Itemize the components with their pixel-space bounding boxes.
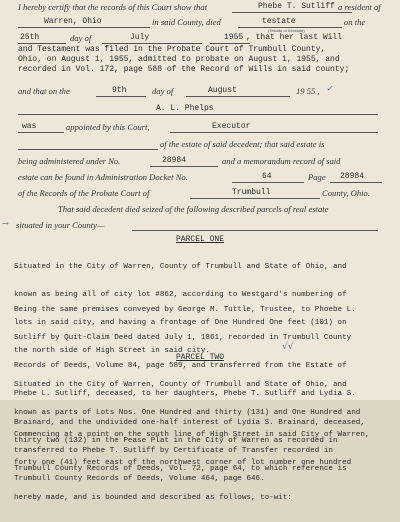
parcel-two-heading: PARCEL TWO <box>176 353 225 362</box>
parcel-one-line: Trumbull County Records of Deeds, Volume 464, page 646. <box>14 475 265 484</box>
check-mark: ✓ <box>326 84 333 93</box>
testate-note: (Testate or Intestate) <box>268 28 305 33</box>
cert-line11-prefix: being administered under No. <box>18 156 121 166</box>
parcel-two-line: known as parts of Lots Nos. One Hundred and thirty (131) and One Hundred and <box>14 409 361 418</box>
cert-line4: and Testament was filed in the Probate Court of Trumbull County, <box>18 45 326 54</box>
cert-line13-suffix: County, Ohio. <box>322 188 370 198</box>
cert-line5: Ohio, on August 1, 1955, admitted to probate on August 1, 1955, and <box>18 55 340 64</box>
parcel-two-line: thirty two (132) in the Pease Plat in the City of Warren as recorded in <box>14 437 338 446</box>
parcel-one-heading: PARCEL ONE <box>176 235 225 244</box>
parcel-one-line: lots in said city, and having a frontage of One Hundred One feet (101) on <box>14 319 347 328</box>
parcel-one-line: Situated in the City of Warren, County of Trumbull and State of Ohio, and <box>14 262 347 271</box>
fiduciary-role: Executor <box>212 122 251 131</box>
parcel-one-mark: √√ <box>282 342 294 352</box>
appoint-month: August <box>208 86 237 95</box>
administration-number: 28984 <box>162 156 187 165</box>
cert-line3-day-of: day of <box>70 33 92 43</box>
role-blank <box>170 122 378 133</box>
parcel-one-line: Brainard, and the undivided one-half interest of Lydia S. Brainard, deceased, <box>14 418 365 427</box>
parcel-one-line: Records of Deeds, Volume 84, page 589, and transferred from the Estate of <box>14 362 347 371</box>
county-name: Trumbull <box>232 188 271 197</box>
parcel-two-line: hereby made, and is bounded and described as follows, to-wit: <box>14 493 292 502</box>
cert-line2-text: in said County, died <box>152 17 221 27</box>
parcel-one-line: transferred to Phebe T. Sutliff by Certificate of Transfer recorded in <box>14 446 333 455</box>
docket-number: 64 <box>262 172 272 181</box>
parcel-one-line: the north side of High Street in said city. <box>14 347 210 356</box>
cert-line15: situated in your County— <box>16 220 105 230</box>
death-day: 25th <box>20 33 40 42</box>
cert-line1-prefix: I hereby certify that the records of this Court show that <box>18 2 208 12</box>
docket-page: 28984 <box>340 172 365 181</box>
cert-line1-suffix: a resident of <box>338 2 381 12</box>
cert-line14: That said decedent died seized of the following described parcels of real estate <box>58 204 329 214</box>
arrow-mark: → <box>2 219 9 228</box>
parcel-two-line: Trumbull County Records of Deeds, Vol. 72, page 64, to which reference is <box>14 465 347 474</box>
appoint-month-blank <box>186 86 290 97</box>
parcel-one-line: Being the same premises conveyed by George M. Tuttle, Trustee, to Phoebe L. <box>14 305 356 314</box>
parcel-two-boundary <box>14 412 390 487</box>
was-blank <box>18 122 64 133</box>
cert-line12-page-label: Page <box>308 172 326 182</box>
fiduciary-name: A. L. Phelps <box>156 104 214 113</box>
death-year: 1955 <box>224 33 244 42</box>
cert-line6: recorded in Vol. 172, page 588 of the Record of Wills in said county; <box>18 65 350 74</box>
appoint-year: 19 55 , <box>296 86 320 96</box>
residence-place: Warren, Ohio <box>44 17 102 26</box>
parcel-one-line: known as being all of city lot #862, according to Westgard's numbering of <box>14 291 347 300</box>
cert-line12-prefix: estate can be found in Administration Docket No. <box>18 172 188 182</box>
parcel-two-line: Commencing at a point on the south line of High Street in said City of Warren, <box>14 430 370 439</box>
parcel-one-line: Sutliff by Quit-Claim Deed dated July 1, 1861, recorded in Trumbull County <box>14 334 352 343</box>
parcel-two-line: forty one (41) feet east of the northwest corner of lot number one hundred <box>14 459 352 468</box>
cert-line7-prefix: and that on the <box>18 86 70 96</box>
decedent-name: Phebe T. Sutliff <box>258 2 335 11</box>
parcel-two-line: Situated in the City of Warren, County of Trumbull and State of Ohio, and <box>14 380 347 389</box>
death-month: July <box>130 33 150 42</box>
cert-line10: of the estate of said decedent; that said estate is <box>160 139 325 149</box>
cert-line13-prefix: of the Records of the Probate Court of <box>18 188 150 198</box>
line15-blank <box>132 220 378 231</box>
cert-line2-on-the: on the <box>344 17 366 27</box>
death-month-blank <box>102 33 202 44</box>
cert-line7-day-of: day of <box>152 86 174 96</box>
line10-blank <box>18 139 158 150</box>
cert-line9-appointed: appointed by this Court, <box>66 122 150 132</box>
appoint-day: 9th <box>112 86 127 95</box>
cert-line3-suffix: , that her last Will <box>246 33 343 42</box>
fiduciary-was: was <box>22 122 37 131</box>
cert-line11-suffix: and a memorandum record of said <box>222 156 341 166</box>
testate-status: testate <box>262 17 296 26</box>
parcel-one-line: Phebe L. Sutliff, deceased, to her daughters, Phebe T. Sutliff and Lydia S. <box>14 390 356 399</box>
